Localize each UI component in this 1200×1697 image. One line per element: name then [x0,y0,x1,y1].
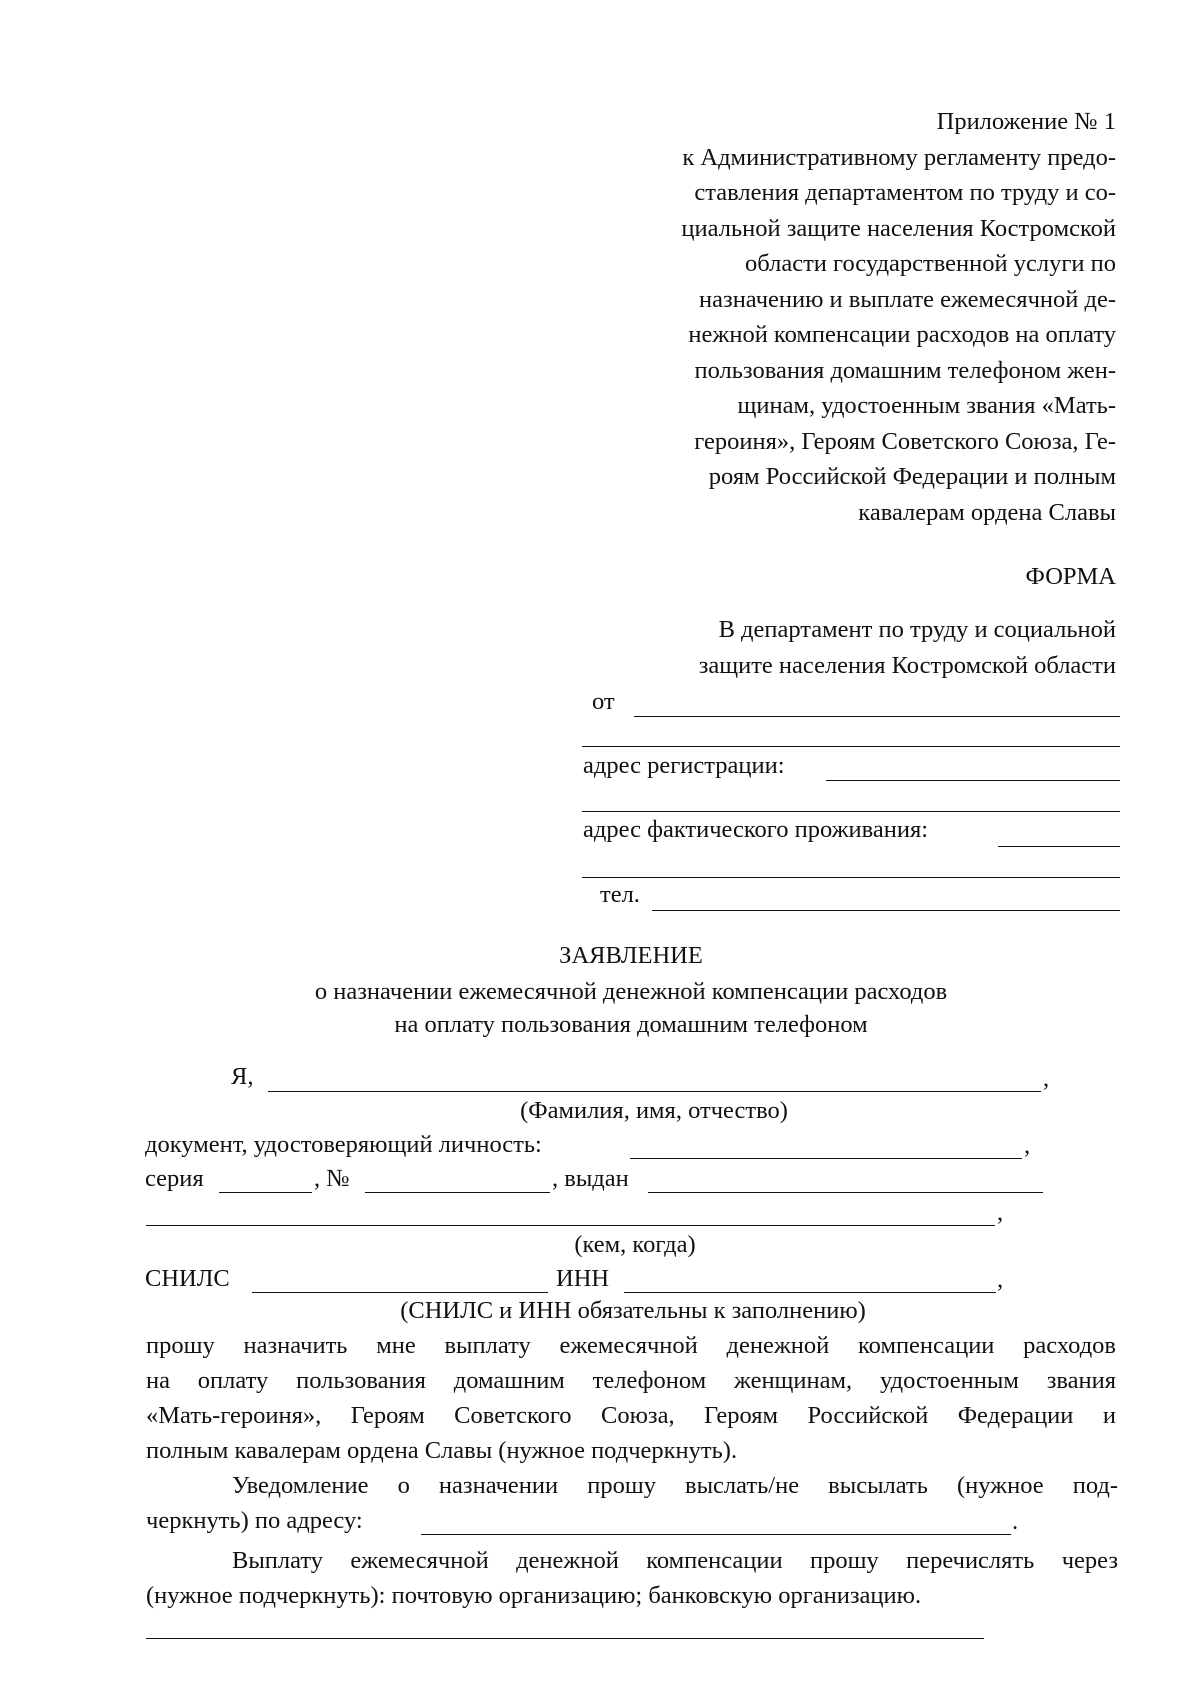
body-line: черкнуть) по адресу: [146,1507,363,1534]
number-field-line[interactable] [365,1192,550,1193]
actual-address-label: адрес фактического проживания: [583,816,929,843]
appendix-line: к Административному регламенту предо- [682,144,1116,171]
period: . [1012,1508,1019,1535]
appendix-line: героиня», Героям Советского Союза, Ге- [694,428,1116,455]
phone-label: тел. [600,881,640,908]
statement-subtitle-line: на оплату пользования домашним телефоном [394,1011,868,1038]
id-doc-label: документ, удостоверяющий личность: [145,1131,542,1158]
phone-field-line[interactable] [652,910,1120,911]
inn-label: ИНН [556,1265,610,1292]
appendix-line: роям Российской Федерации и полным [708,463,1116,490]
appendix-line: ставления департаментом по труду и со- [694,179,1116,206]
i-label: Я, [231,1063,254,1090]
body-line: Выплату ежемесячной денежной компенсации прошу перечислять через [232,1547,1118,1574]
from-label: от [592,688,615,715]
actual-address-field-line[interactable] [998,846,1120,847]
inn-field-line[interactable] [624,1292,996,1293]
appendix-line: пользования домашним телефоном жен- [694,357,1116,384]
issued-field-line-2[interactable] [146,1225,995,1226]
number-label: , № [314,1165,350,1192]
appendix-line: щинам, удостоенным звания «Мать- [737,392,1116,419]
snils-inn-caption: (СНИЛС и ИНН обязательны к заполнению) [400,1297,866,1324]
reg-address-label: адрес регистрации: [583,752,785,779]
snils-field-line[interactable] [252,1292,548,1293]
appendix-title: Приложение № 1 [936,108,1116,135]
body-line: на оплату пользования домашним телефоном женщинам, удостоенным звания [146,1367,1116,1394]
fio-caption: (Фамилия, имя, отчество) [520,1097,788,1124]
body-line: Уведомление о назначении прошу выслать/не высылать (нужное под- [232,1472,1118,1499]
addressee-line: защите населения Костромской области [698,652,1116,679]
body-line: полным кавалерам ордена Славы (нужное подчеркнуть). [146,1437,738,1464]
comma: , [1024,1132,1031,1159]
issued-field-line[interactable] [648,1192,1043,1193]
appendix-line: области государственной услуги по [744,250,1116,277]
series-field-line[interactable] [219,1192,312,1193]
snils-label: СНИЛС [145,1265,230,1292]
notice-address-field-line[interactable] [421,1534,1011,1535]
form-label: ФОРМА [1025,563,1116,590]
from-field-line[interactable] [634,716,1120,717]
series-label: серия [145,1165,204,1192]
appendix-line: циальной защите населения Костромской [681,215,1116,242]
reg-address-field-line-2[interactable] [582,811,1120,812]
payment-field-line[interactable] [146,1638,984,1639]
comma: , [997,1266,1004,1293]
appendix-line: кавалерам ордена Славы [858,499,1116,526]
issued-caption: (кем, когда) [574,1231,696,1258]
id-doc-field-line[interactable] [630,1158,1022,1159]
statement-subtitle-line: о назначении ежемесячной денежной компенсации расходов [314,978,948,1005]
fio-field-line[interactable] [268,1091,1041,1092]
statement-heading: ЗАЯВЛЕНИЕ [559,942,703,969]
issued-label: , выдан [552,1165,629,1192]
comma: , [1043,1065,1050,1092]
body-line: «Мать-героиня», Героям Советского Союза, Героям Российской Федерации и [146,1402,1116,1429]
comma: , [997,1199,1004,1226]
from-field-line-2[interactable] [582,746,1120,747]
body-line: прошу назначить мне выплату ежемесячной денежной компенсации расходов [146,1332,1116,1359]
reg-address-field-line[interactable] [826,780,1120,781]
appendix-line: нежной компенсации расходов на оплату [688,321,1116,348]
addressee-line: В департамент по труду и социальной [718,616,1116,643]
actual-address-field-line-2[interactable] [582,877,1120,878]
body-line: (нужное подчеркнуть): почтовую организацию; банковскую организацию. [146,1582,922,1609]
appendix-line: назначению и выплате ежемесячной де- [699,286,1116,313]
